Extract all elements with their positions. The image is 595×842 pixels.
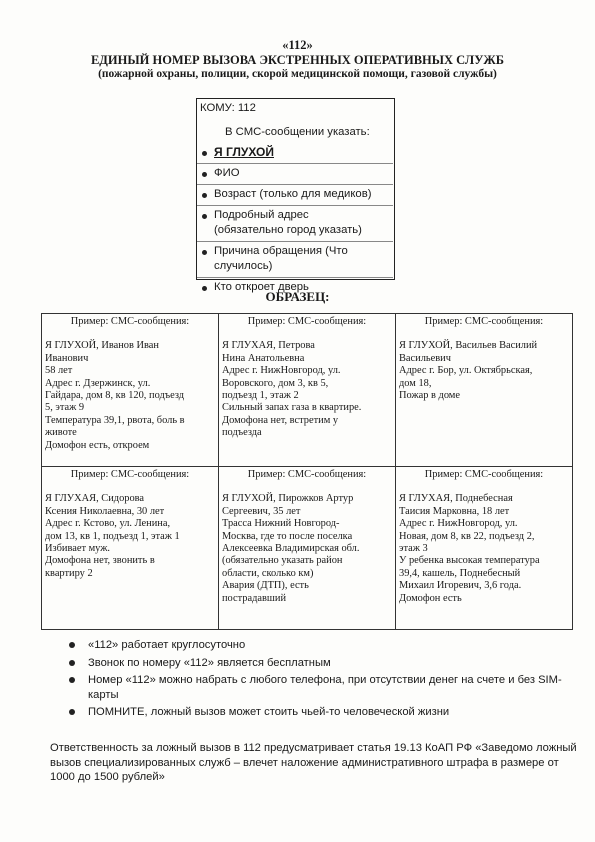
example-text: Я ГЛУХОЙ, Иванов Иван Иванович 58 лет Адрес г. Дзержинск, ул. Гайдара, дом 8, кв 120, подъезд 5, этаж 9 Температура 39,1, рвота, боль в животе Домофон есть, откроем — [45, 340, 185, 451]
sms-field-item: Причина обращения (Что случилось) — [197, 241, 393, 274]
example-title: Пример: СМС-сообщения: — [424, 316, 544, 327]
example-title: Пример: СМС-сообщения: — [70, 469, 190, 480]
sms-field-item: ФИО — [197, 163, 393, 181]
example-cell — [42, 467, 219, 630]
example-cell — [42, 314, 219, 467]
sample-heading: ОБРАЗЕЦ: — [265, 289, 330, 304]
example-title: Пример: СМС-сообщения: — [424, 469, 544, 480]
bullet-icon — [202, 172, 207, 177]
example-title: Пример: СМС-сообщения: — [247, 469, 367, 480]
header-number: «112» — [282, 38, 313, 52]
page-title: ЕДИНЫЙ НОМЕР ВЫЗОВА ЭКСТРЕННЫХ ОПЕРАТИВНЫХ СЛУЖБ — [90, 53, 505, 67]
example-cell — [396, 467, 573, 630]
bullet-icon — [202, 151, 207, 156]
bullet-icon — [202, 193, 207, 198]
responsibility-note: Ответственность за ложный вызов в 112 предусматривает статья 19.13 КоАП РФ «Заведомо ложный вызов специализированных служб – влечет наложение административного штрафа в размере от 1000 до 1500 рублей» — [50, 742, 577, 783]
sms-field-item: Подробный адрес (обязательно город указать) — [197, 205, 393, 238]
list-item: Номер «112» можно набрать с любого телефона, при отсутствии денег на счете и без SIM-карты — [64, 673, 584, 702]
example-title: Пример: СМС-сообщения: — [247, 316, 367, 327]
facts-list — [64, 638, 584, 723]
sms-field-item: Кто откроет дверь — [197, 277, 393, 295]
bullet-icon — [69, 677, 75, 683]
sms-recipient: КОМУ: 112 — [200, 102, 256, 114]
sms-examples-table — [41, 313, 573, 630]
list-item: ПОМНИТЕ, ложный вызов может стоить чьей-то человеческой жизни — [64, 705, 584, 720]
example-cell — [396, 314, 573, 467]
bullet-icon — [202, 214, 207, 219]
sms-field-item: Я ГЛУХОЙ — [197, 145, 393, 160]
list-item: Звонок по номеру «112» является бесплатным — [64, 656, 584, 671]
table-row — [42, 314, 573, 467]
example-text: Я ГЛУХОЙ, Васильев Василий Васильевич Адрес г. Бор, ул. Октябрьская, дом 18, Пожар в доме — [399, 340, 538, 402]
example-cell — [219, 467, 396, 630]
example-title: Пример: СМС-сообщения: — [70, 316, 190, 327]
table-row — [42, 467, 573, 630]
sms-instruction: В СМС-сообщении указать: — [225, 126, 370, 138]
bullet-icon — [69, 709, 75, 715]
sms-field-item: Возраст (только для медиков) — [197, 184, 393, 202]
page-subtitle: (пожарной охраны, полиции, скорой медицинской помощи, газовой службы) — [98, 68, 497, 80]
example-text: Я ГЛУХАЯ, Поднебесная Таисия Марковна, 18 лет Адрес г. НижНовгород, ул. Новая, дом 8, кв 22, подъезд 2, этаж 3 У ребенка высокая температура 39,4, кашель, Поднебесный Михаил Игоревич, 3,6 года. Домофон есть — [399, 493, 540, 604]
example-text: Я ГЛУХАЯ, Сидорова Ксения Николаевна, 30 лет Адрес г. Кстово, ул. Ленина, дом 13, кв 1, подъезд 1, этаж 1 Избивает муж. Домофона нет, звонить в квартиру 2 — [45, 493, 180, 579]
bullet-icon — [69, 660, 75, 666]
example-text: Я ГЛУХАЯ, Петрова Нина Анатольевна Адрес г. НижНовгород, ул. Воровского, дом 3, кв 5, подъезд 1, этаж 2 Сильный запах газа в квартире. Домофона нет, встретим у подъезда — [222, 340, 362, 439]
example-cell — [219, 314, 396, 467]
bullet-icon — [202, 250, 207, 255]
sms-instruction-box — [196, 98, 395, 293]
sms-field-list — [197, 145, 393, 298]
bullet-icon — [69, 642, 75, 648]
list-item: «112» работает круглосуточно — [64, 638, 584, 653]
example-text: Я ГЛУХОЙ, Пирожков Артур Сергеевич, 35 лет Трасса Нижний Новгород- Москва, где то после поселка Алексеевка Владимирская обл. (обязательно указать район области, сколько км) Авария (ДТП), есть пострадавший — [222, 493, 360, 604]
